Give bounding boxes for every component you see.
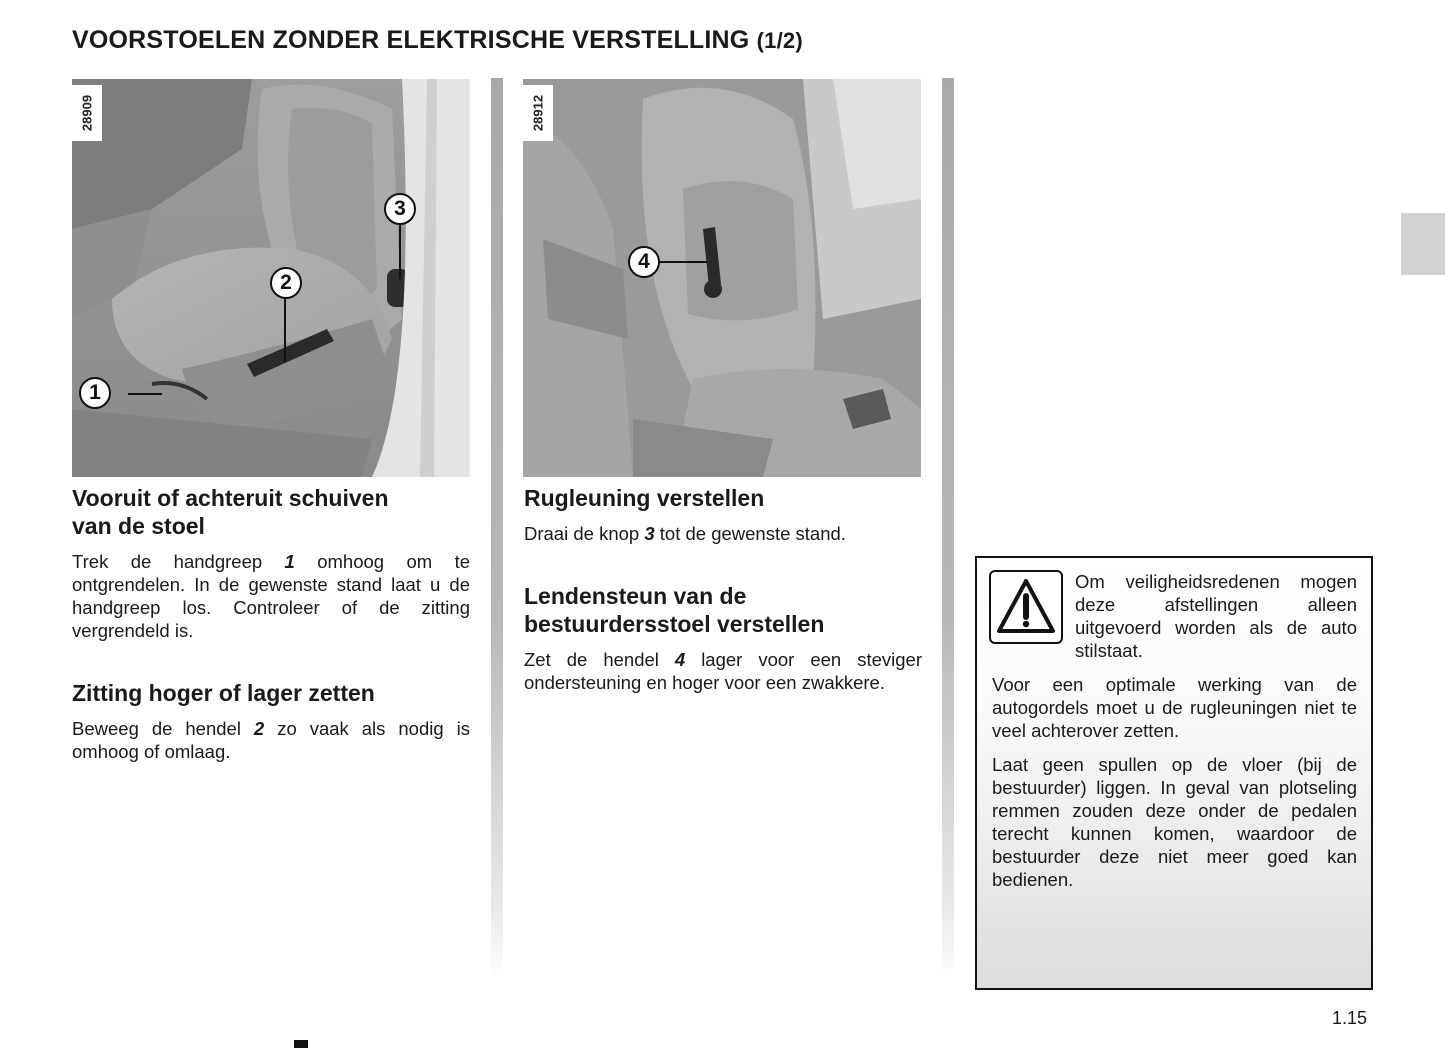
- section-heading-backrest: [524, 484, 922, 512]
- reference-number: 2: [253, 718, 265, 739]
- callout-leader-3: [399, 224, 401, 279]
- warning-triangle-icon: [989, 570, 1063, 644]
- text-part: zo vaak als nodig is omhoog of omlaag.: [72, 718, 470, 762]
- warning-triangle-glyph: [996, 577, 1056, 637]
- figure-lumbar-lever: [523, 79, 921, 477]
- heading-line: van de stoel: [72, 513, 205, 539]
- page-title: [72, 26, 803, 55]
- text-part: lager voor een steviger ondersteuning en hoger voor een zwakkere.: [524, 649, 922, 693]
- callout-4: 4: [628, 246, 660, 278]
- heading-line: Vooruit of achteruit schuiven: [72, 485, 389, 511]
- body-text-backrest: [524, 522, 922, 545]
- heading-line: Rugleuning verstellen: [524, 485, 765, 511]
- print-mark: [294, 1040, 308, 1048]
- heading-line: Zitting hoger of lager zetten: [72, 680, 375, 706]
- chapter-tab: [1401, 213, 1445, 275]
- callout-2: 2: [270, 267, 302, 299]
- figure-code: 28909: [79, 94, 95, 132]
- body-text-lumbar: [524, 648, 922, 694]
- reference-number: 1: [284, 551, 295, 572]
- callout-leader-2: [284, 298, 286, 362]
- figure-seat-levers: [72, 79, 470, 477]
- body-text-slide-seat: [72, 550, 470, 642]
- text-part: Zet de hendel: [524, 649, 675, 670]
- section-heading-slide-seat: [72, 484, 470, 540]
- section-heading-seat-height: [72, 679, 470, 707]
- callout-3: 3: [384, 193, 416, 225]
- callout-leader-4: [659, 261, 707, 263]
- warning-text-floor: Laat geen spullen op de vloer (bij de bestuurder) liggen. In geval van plotseling remmen zouden deze onder de pedalen terecht kunnen komen, waardoor de bestuurder deze niet meer goed kan bedienen.: [992, 754, 1357, 890]
- callout-leader-1: [128, 393, 162, 395]
- text-part: tot de gewenste stand.: [654, 523, 846, 544]
- warning-box: [975, 556, 1373, 990]
- heading-line: bestuurdersstoel verstellen: [524, 611, 825, 637]
- column-separator-right: [942, 78, 954, 980]
- section-heading-lumbar: [524, 582, 922, 638]
- text-part: omhoog om te ontgrendelen. In de gewenste stand laat u de handgreep los. Controleer of de zitting vergrendeld is.: [72, 551, 470, 641]
- callout-1: 1: [79, 377, 111, 409]
- text-part: Beweeg de hendel: [72, 718, 254, 739]
- reference-number: 3: [644, 523, 655, 544]
- backrest-photo-illustration: [523, 79, 921, 477]
- heading-line: Lendensteun van de: [524, 583, 747, 609]
- body-text-seat-height: [72, 717, 470, 763]
- figure-code: 28912: [530, 94, 546, 132]
- page-title-text: VOORSTOELEN ZONDER ELEKTRISCHE VERSTELLING: [72, 26, 750, 54]
- warning-text-seatbelts: Voor een optimale werking van de autogordels moet u de rugleuningen niet te veel achterover zetten.: [992, 674, 1357, 741]
- figure-code-badge: [523, 85, 553, 141]
- column-separator-left: [491, 78, 503, 980]
- text-part: Draai de knop: [524, 523, 645, 544]
- page-title-suffix: (1/2): [756, 28, 803, 53]
- reference-number: 4: [674, 649, 686, 670]
- page-number: 1.15: [1332, 1008, 1368, 1028]
- figure-code-badge: [72, 85, 102, 141]
- text-part: Trek de handgreep: [72, 551, 285, 572]
- warning-text-safety: Om veiligheidsredenen mogen deze afstellingen alleen uitgevoerd worden als de auto stilstaat.: [1075, 571, 1357, 661]
